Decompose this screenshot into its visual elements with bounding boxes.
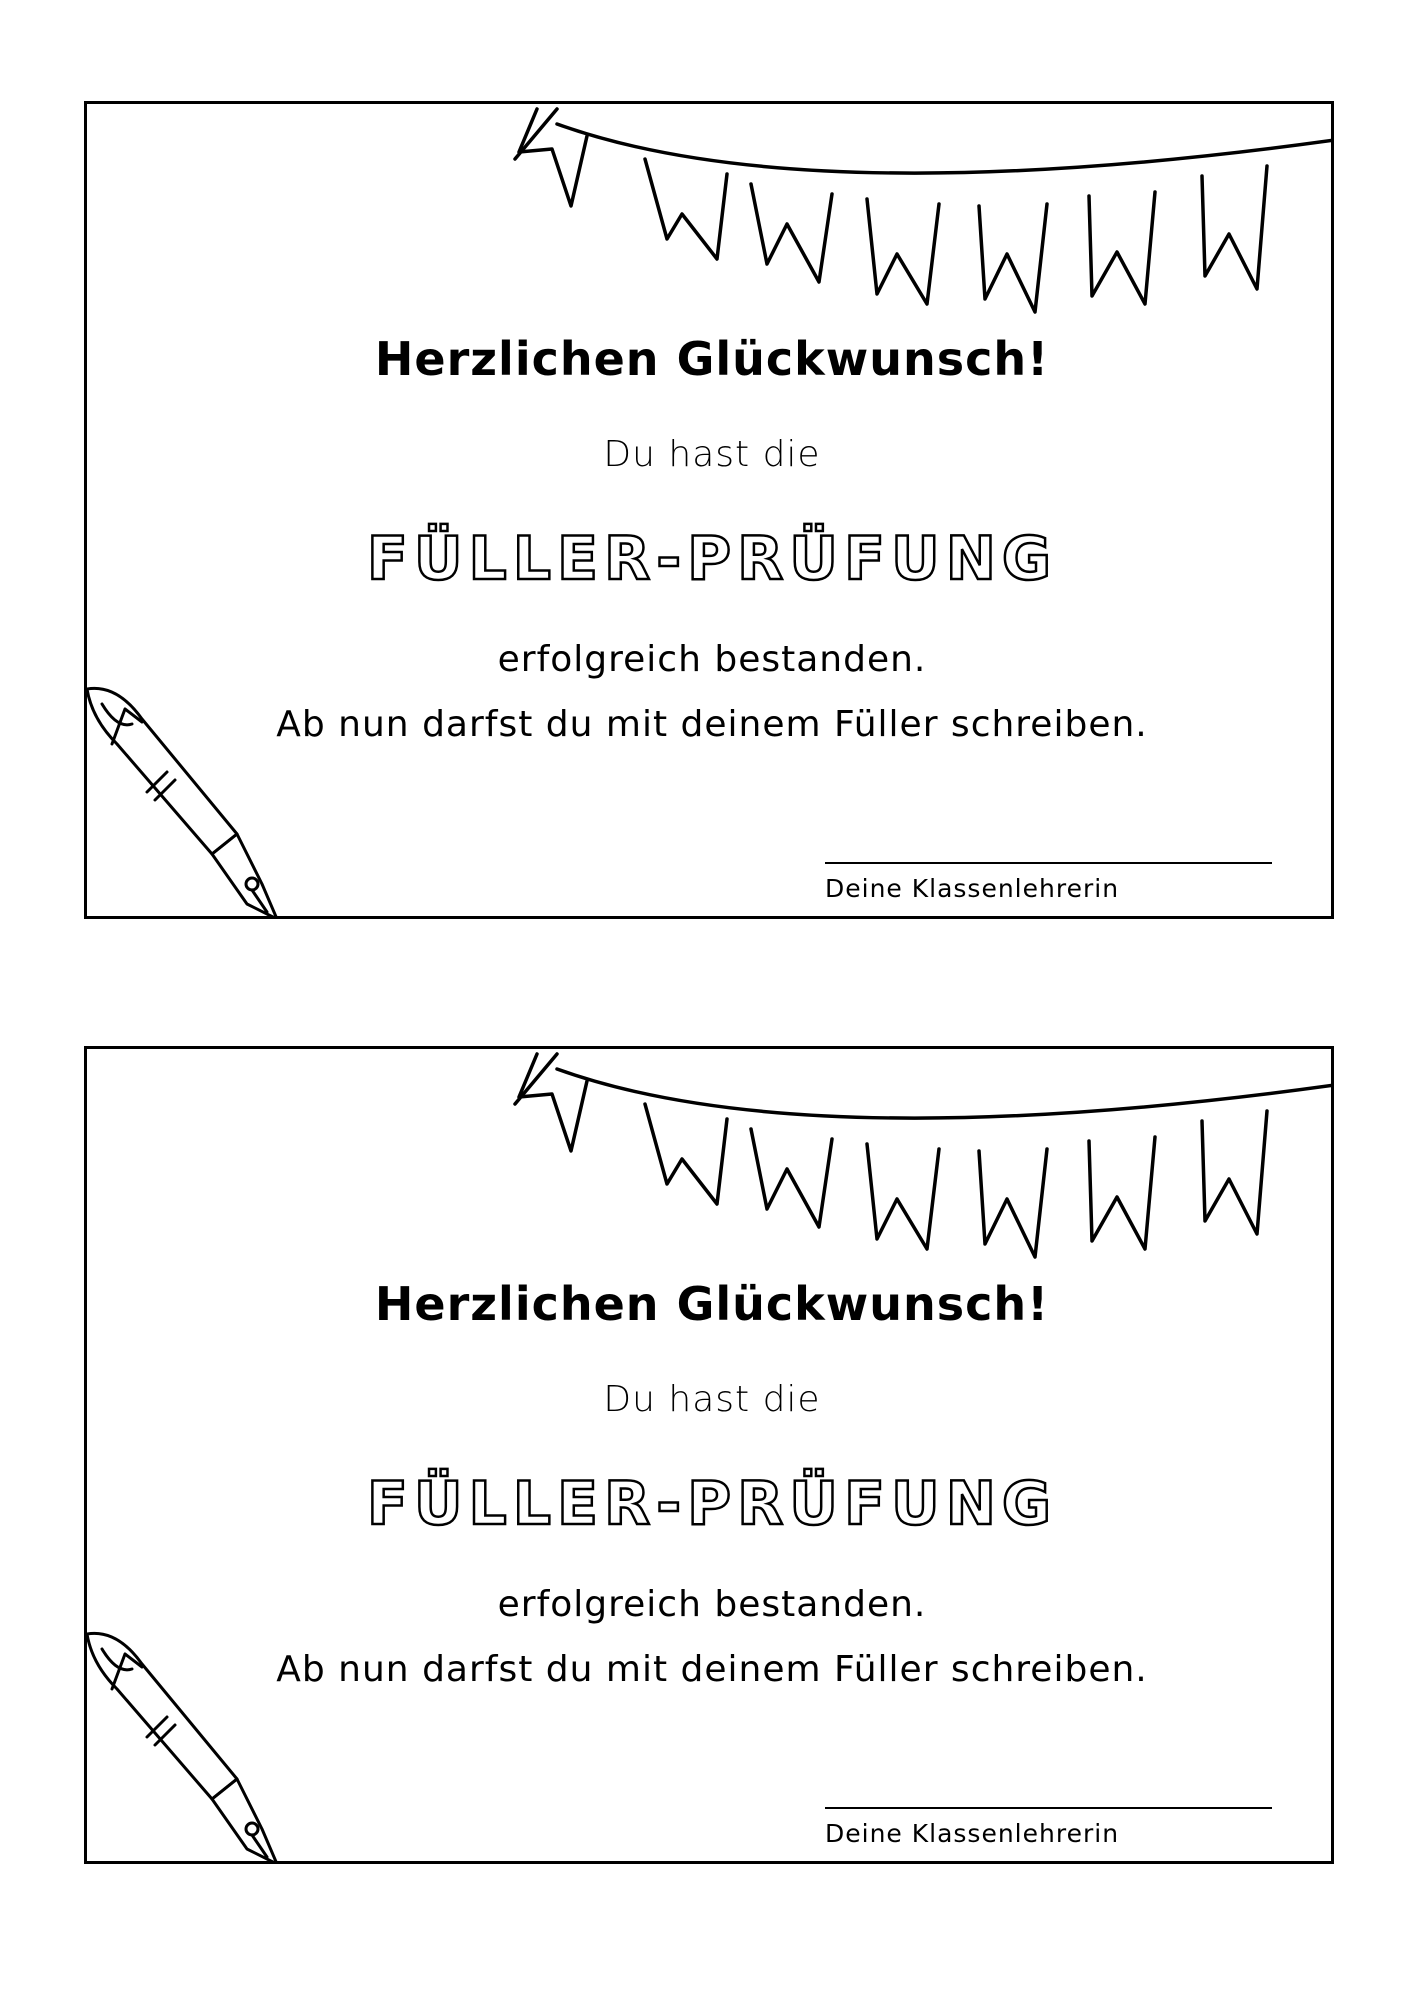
signature-line bbox=[825, 862, 1272, 864]
certificate-title: Herzlichen Glückwunsch! bbox=[374, 332, 1050, 386]
certificate-title: Herzlichen Glückwunsch! bbox=[374, 1277, 1050, 1331]
result-text: erfolgreich bestanden. bbox=[497, 1584, 927, 1625]
exam-name: FÜLLER-PRÜFUNG bbox=[366, 524, 1058, 594]
permission-text: Ab nun darfst du mit deinem Füller schreiben. bbox=[276, 1649, 1148, 1690]
signature-line bbox=[825, 1807, 1272, 1809]
certificate-card bbox=[84, 101, 1334, 919]
intro-text: Du hast die bbox=[603, 434, 821, 475]
signature-label: Deine Klassenlehrerin bbox=[825, 1819, 1120, 1848]
certificate-card bbox=[84, 1046, 1334, 1864]
intro-text: Du hast die bbox=[603, 1379, 821, 1420]
bunting-garland-icon bbox=[87, 104, 1334, 364]
exam-name: FÜLLER-PRÜFUNG bbox=[366, 1469, 1058, 1539]
permission-text: Ab nun darfst du mit deinem Füller schreiben. bbox=[276, 704, 1148, 745]
signature-label: Deine Klassenlehrerin bbox=[825, 874, 1120, 903]
result-text: erfolgreich bestanden. bbox=[497, 639, 927, 680]
bunting-garland-icon bbox=[87, 1049, 1334, 1309]
